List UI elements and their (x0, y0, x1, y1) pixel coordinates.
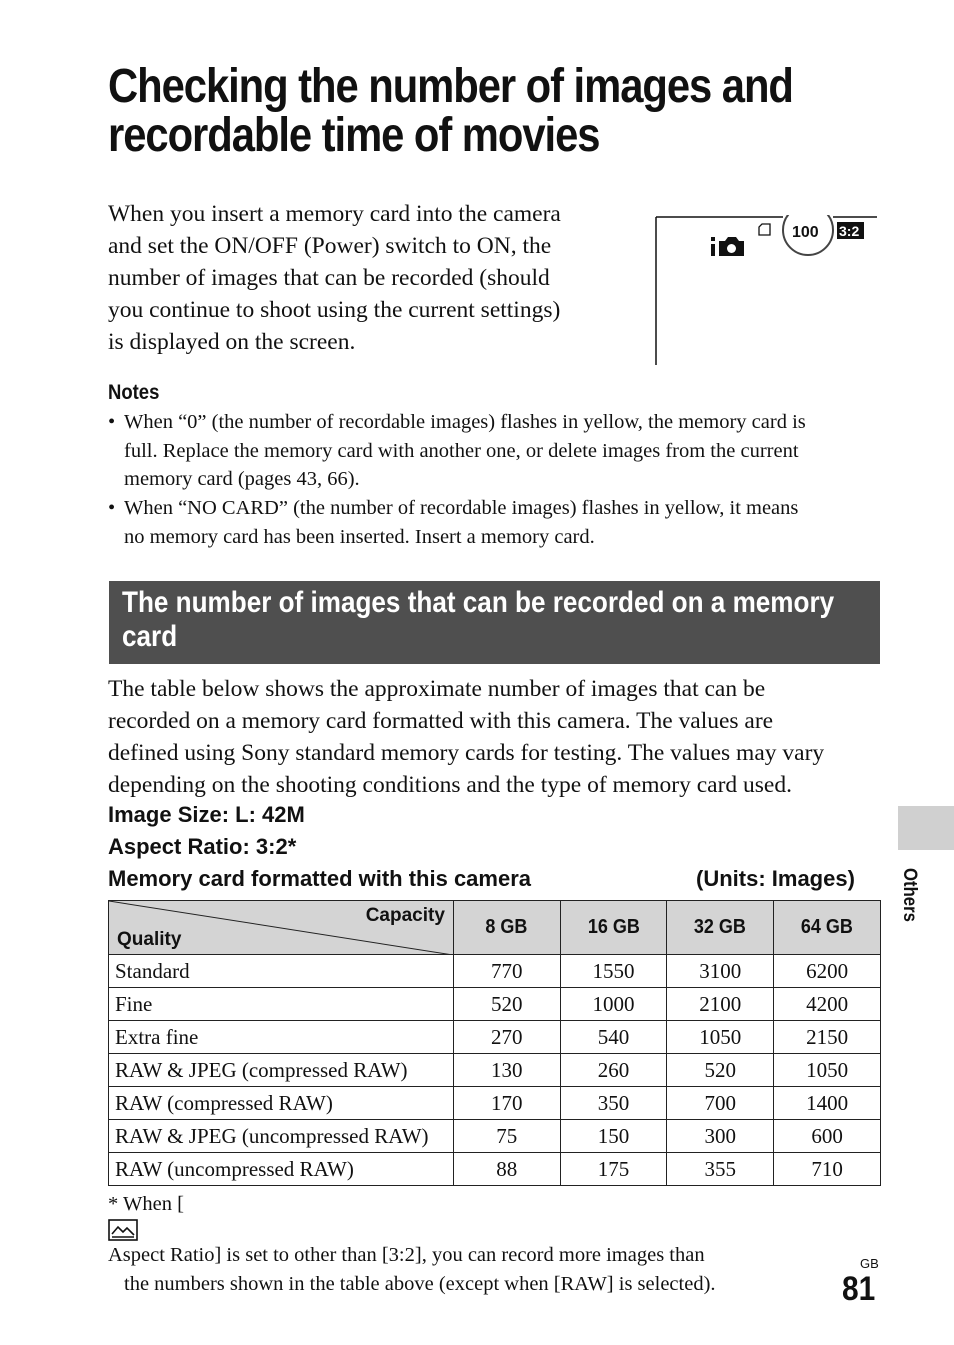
value-cell: 700 (667, 1087, 774, 1120)
value-cell: 4200 (774, 988, 881, 1021)
note-item (108, 408, 878, 494)
value-cell: 540 (560, 1021, 667, 1054)
value-cell: 1400 (774, 1087, 881, 1120)
table-row (109, 988, 881, 1021)
value-cell: 1000 (560, 988, 667, 1021)
value-cell: 770 (453, 955, 560, 988)
note-line: full. Replace the memory card with another one, or delete images from the current (124, 439, 799, 462)
note-line: • When “0” (the number of recordable images) flashes in yellow, the memory card is (124, 411, 806, 433)
table-row (109, 1153, 881, 1186)
value-cell: 520 (667, 1054, 774, 1087)
column-header: 16 GB (560, 901, 667, 955)
section-title (122, 586, 870, 654)
value-cell: 2150 (774, 1021, 881, 1054)
body-line: The table below shows the approximate number of images that can be (108, 676, 766, 702)
value-cell: 355 (667, 1153, 774, 1186)
table-row (109, 1021, 881, 1054)
value-cell: 75 (453, 1120, 560, 1153)
value-cell: 170 (453, 1087, 560, 1120)
intro-paragraph (108, 198, 608, 358)
table-header-row (109, 901, 881, 955)
column-header: 8 GB (453, 901, 560, 955)
value-cell: 6200 (774, 955, 881, 988)
table-intro-paragraph (108, 673, 898, 801)
table-row (109, 1120, 881, 1153)
value-cell: 260 (560, 1054, 667, 1087)
section-title-line: The number of images that can be recorded on a memory (122, 586, 835, 619)
screen-image-count: 100 (792, 224, 819, 241)
quality-cell: RAW & JPEG (compressed RAW) (109, 1054, 454, 1087)
quality-cell: RAW & JPEG (uncompressed RAW) (109, 1120, 454, 1153)
table-corner-header (109, 901, 454, 955)
note-line: • When “NO CARD” (the number of recordable images) flashes in yellow, it means (124, 497, 799, 520)
value-cell: 130 (453, 1054, 560, 1087)
page-title (108, 62, 804, 160)
image-size-heading: Image Size: L: 42M (108, 802, 305, 827)
units-label: (Units: Images) (696, 866, 855, 891)
intro-line: and set the ON/OFF (Power) switch to ON, the (108, 233, 552, 259)
memory-card-icon (759, 224, 770, 235)
table-row (109, 955, 881, 988)
value-cell: 150 (560, 1120, 667, 1153)
section-tab-marker (898, 806, 954, 850)
screen-aspect-ratio: 3:2 (839, 223, 860, 239)
footnote-line: the numbers shown in the table above (except when [RAW] is selected). (124, 1273, 716, 1295)
value-cell: 300 (667, 1120, 774, 1153)
note-line: no memory card has been inserted. Insert a memory card. (124, 525, 595, 548)
value-cell: 175 (560, 1153, 667, 1186)
section-title-line: card (122, 620, 178, 653)
table-row (109, 1054, 881, 1087)
aspect-ratio-icon (108, 1219, 138, 1241)
table-caption: Memory card formatted with this camera (108, 866, 532, 891)
page-region-label: GB (860, 1256, 879, 1271)
title-line: recordable time of movies (108, 109, 600, 162)
title-line: Checking the number of images and (108, 60, 793, 113)
notes-list (108, 408, 878, 552)
capacity-label: Capacity (365, 905, 445, 926)
body-line: depending on the shooting conditions and the type of memory card used. (108, 772, 792, 798)
note-item (108, 494, 878, 551)
footnote-line (108, 1190, 908, 1270)
value-cell: 1050 (774, 1054, 881, 1087)
intro-line: is displayed on the screen. (108, 329, 356, 355)
notes-heading: Notes (108, 381, 160, 404)
column-header: 32 GB (667, 901, 774, 955)
footnote (108, 1190, 908, 1299)
value-cell: 520 (453, 988, 560, 1021)
intro-line: number of images that can be recorded (should (108, 265, 550, 291)
quality-cell: Fine (109, 988, 454, 1021)
quality-cell: Extra fine (109, 1021, 454, 1054)
intro-line: When you insert a memory card into the camera (108, 201, 561, 227)
quality-label: Quality (117, 929, 182, 950)
recordable-images-table (108, 900, 881, 1186)
value-cell: 710 (774, 1153, 881, 1186)
body-line: recorded on a memory card formatted with this camera. The values are (108, 708, 774, 734)
quality-cell: Standard (109, 955, 454, 988)
value-cell: 3100 (667, 955, 774, 988)
value-cell: 2100 (667, 988, 774, 1021)
note-line: memory card (pages 43, 66). (124, 468, 360, 491)
quality-cell: RAW (compressed RAW) (109, 1087, 454, 1120)
body-line: defined using Sony standard memory cards for testing. The values may vary (108, 740, 825, 766)
value-cell: 1550 (560, 955, 667, 988)
value-cell: 88 (453, 1153, 560, 1186)
footnote-post: Aspect Ratio] is set to other than [3:2], you can record more images than (108, 1244, 705, 1266)
intro-line: you continue to shoot using the current settings) (108, 297, 561, 323)
value-cell: 270 (453, 1021, 560, 1054)
aspect-ratio-heading: Aspect Ratio: 3:2* (108, 834, 297, 859)
value-cell: 350 (560, 1087, 667, 1120)
intelligent-auto-camera-icon (711, 237, 744, 256)
side-section-label: Others (899, 868, 920, 922)
value-cell: 600 (774, 1120, 881, 1153)
value-cell: 1050 (667, 1021, 774, 1054)
table-row (109, 1087, 881, 1120)
footnote-pre: * When [ (108, 1193, 184, 1215)
page-number: 81 (842, 1270, 876, 1308)
column-header: 64 GB (774, 901, 881, 955)
quality-cell: RAW (uncompressed RAW) (109, 1153, 454, 1186)
camera-screen-illustration (655, 215, 877, 367)
